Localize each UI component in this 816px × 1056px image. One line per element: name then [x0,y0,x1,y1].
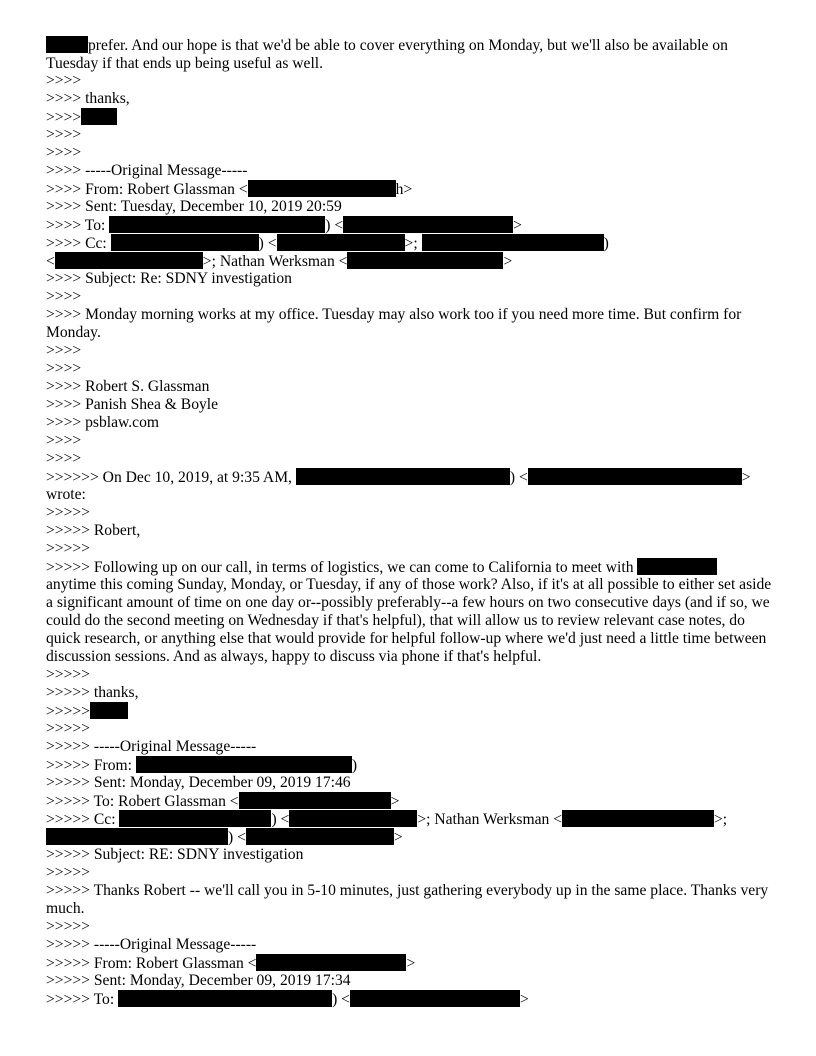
redaction [256,954,406,971]
quote-line: >>>> -----Original Message----- [46,162,248,179]
quote-line: >>>>> Sent: Monday, December 09, 2019 17:46 [46,774,351,791]
quote-line: >>>>>> On Dec 10, 2019, at 9:35 AM, ) < > [46,469,751,486]
quote-line: >>>>> [46,666,90,683]
redaction [119,810,271,827]
quote-line: >>>> Subject: Re: SDNY investigation [46,270,292,287]
quote-line: >>>> [46,126,82,143]
redaction [528,468,742,485]
quote-line: >>>>> [46,918,90,935]
quote-paragraph: >>>> Monday morning works at my office. Tuesday may also work too if you need more time. But confirm for Monday. [46,306,742,341]
quote-line: >>>>> Sent: Monday, December 09, 2019 17:34 [46,972,351,989]
text-line: prefer. And our hope is that we'd be able to cover everything on Monday, but we'll also be available on Tuesday if that ends up being useful as well. [46,37,728,72]
quote-line: >>>>> thanks, [46,684,139,701]
redaction [296,468,510,485]
quote-line: >>>>> -----Original Message----- [46,738,257,755]
quote-line: >>>>> [46,540,90,557]
redaction [422,234,604,251]
redaction [136,756,352,773]
quote-line: >>>> [46,450,82,467]
quote-line: >>>>> [46,504,90,521]
redaction [350,990,520,1007]
quote-line: >>>> Panish Shea & Boyle [46,396,219,413]
quote-line: >>>>> Subject: RE: SDNY investigation [46,846,304,863]
quote-line: >>>> [46,144,82,161]
redaction [109,216,325,233]
quote-line: >>>> Robert S. Glassman [46,378,210,395]
redaction [347,252,503,269]
redaction [46,828,228,845]
quote-line: >>>> [46,72,82,89]
redaction [289,810,417,827]
quote-line: >>>> Cc: ) < >; ) [46,235,609,252]
quote-line: ) < > [46,828,772,846]
quote-line: >>>> [46,432,82,449]
quote-line: >>>>> -----Original Message----- [46,936,257,953]
redaction [239,792,391,809]
quote-line: >>>> [46,342,82,359]
quote-paragraph: >>>>> Thanks Robert -- we'll call you in 5-10 minutes, just gathering everybody up in the same place. Thanks very much. [46,882,769,917]
quote-line: >>>> [46,288,82,305]
quote-line: >>>>> Following up on our call, in terms of logistics, we can come to California to meet with [46,558,772,576]
quote-line: >>>> [46,108,772,126]
redaction [343,216,513,233]
redaction [562,810,714,827]
quote-line: >>>>> Cc: ) < >; Nathan Werksman < >; [46,811,728,828]
redaction [248,180,396,197]
quote-line: >>>>> From: ) [46,757,358,774]
quote-line: >>>>> To: Robert Glassman < > [46,793,400,810]
redaction [90,702,128,719]
email-thread-document [46,36,772,1008]
quote-line: wrote: [46,486,86,503]
quote-line: >>>>> Robert, [46,522,141,539]
redaction [118,990,332,1007]
quote-line: >>>>> [46,720,90,737]
redaction [246,828,394,845]
quote-line: >>>>> [46,864,90,881]
quote-line: >>>>> From: Robert Glassman < > [46,955,416,972]
quote-line: >>>> Sent: Tuesday, December 10, 2019 20:59 [46,198,342,215]
redaction [277,234,405,251]
redaction [111,234,259,251]
quote-line: >>>>> To: ) < > [46,991,529,1008]
quote-paragraph: anytime this coming Sunday, Monday, or Tuesday, if any of those work? Also, if it's at all possible to either set aside a significant amount of time on one day or--possibly preferably--a few hours on two consecutive days (and if so, we could do the second meeting on Wednesday if that's helpful), that will allow us to review relevant case notes, do quick research, or anything else that would provide for helpful follow-up where we'd just need a little time between discussion sessions. And as always, happy to discuss via phone if that's helpful. [46,576,772,665]
quote-line: >>>>> [46,702,772,720]
quote-line: >>>> thanks, [46,90,130,107]
quote-line: < >; Nathan Werksman < > [46,253,513,270]
quote-line: >>>> From: Robert Glassman < h> [46,181,413,198]
quote-line: >>>> To: ) < > [46,217,522,234]
quote-line: >>>> psblaw.com [46,414,159,431]
redaction [81,108,117,125]
quote-line: >>>> [46,360,82,377]
redaction [46,36,88,53]
redaction [55,252,203,269]
redaction [637,558,717,575]
